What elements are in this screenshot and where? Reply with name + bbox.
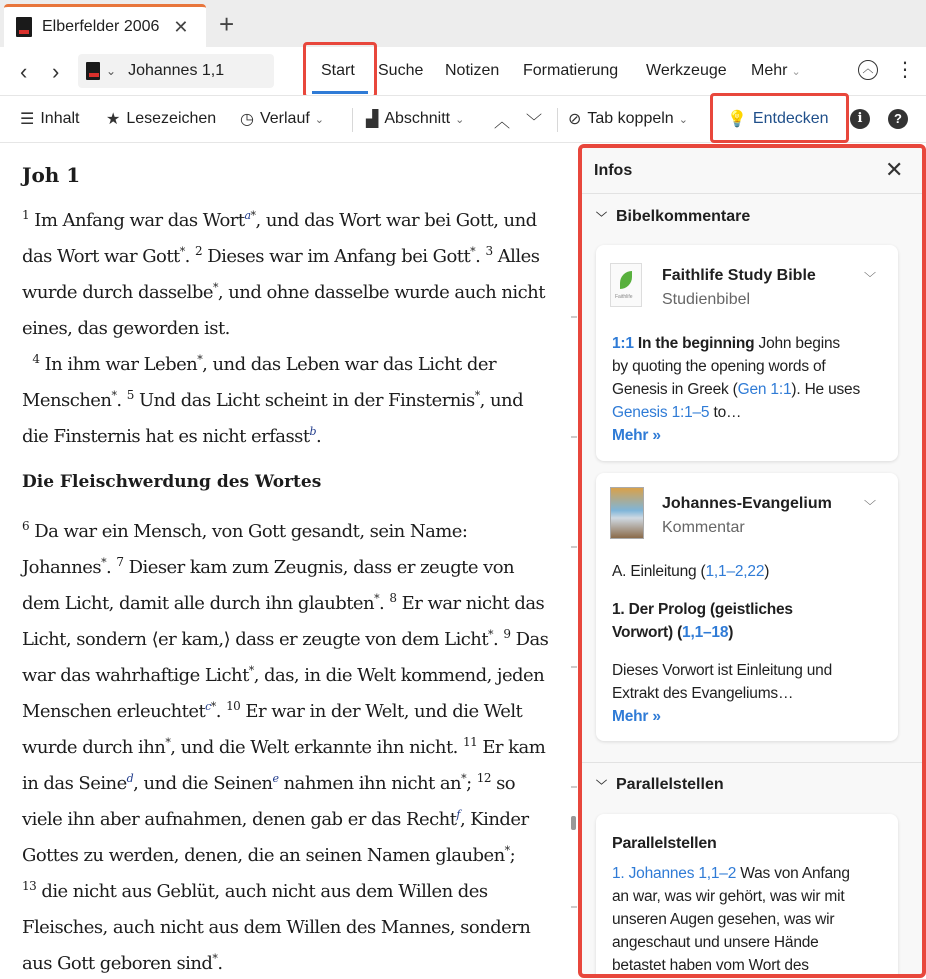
resource-icon[interactable]: [86, 62, 100, 80]
prolog-link[interactable]: 1,1–18: [682, 624, 729, 641]
menu-notizen[interactable]: Notizen: [445, 62, 500, 79]
chevron-down-icon[interactable]: ﹀: [864, 499, 877, 513]
card-title[interactable]: Johannes-Evangelium: [662, 495, 832, 512]
inhalt-label: Inhalt: [40, 110, 80, 127]
highlight-entdecken: [710, 93, 849, 143]
bible-book-icon: [16, 17, 32, 37]
link-icon: ⊘: [568, 111, 582, 128]
chevron-down-icon[interactable]: ⌄: [106, 64, 117, 78]
list-icon: ☰: [20, 111, 35, 128]
card-text: A. Einleitung (1,1–2,22) 1. Der Prolog (geistliches Vorwort) (1,1–18) Dieses Vorwort ist Einleitung und Extrakt des Evangeliums… Mehr »: [612, 560, 886, 728]
highlight-start: [303, 42, 377, 98]
infos-panel: [578, 144, 926, 978]
info-icon[interactable]: i: [850, 109, 870, 129]
commentary-card-johannes[interactable]: [596, 473, 898, 741]
more-options-icon[interactable]: ⋮: [895, 59, 915, 81]
verlauf-label: Verlauf: [259, 110, 310, 127]
lesezeichen-button[interactable]: [106, 109, 216, 129]
bible-text-pane: [22, 143, 570, 979]
book-cover: Faithlife: [610, 263, 642, 307]
entdecken-label: Entdecken: [752, 110, 829, 127]
collapse-up-icon[interactable]: ︿: [858, 60, 878, 80]
toolbar-divider: [557, 108, 558, 132]
card-title[interactable]: Faithlife Study Bible: [662, 267, 816, 284]
back-arrow-icon[interactable]: ‹: [20, 59, 28, 84]
ref-link[interactable]: 1:1: [612, 335, 634, 352]
menu-werkzeuge[interactable]: Werkzeuge: [646, 62, 727, 79]
abschnitt-label: Abschnitt: [384, 110, 451, 127]
reference-input[interactable]: Johannes 1,1: [128, 62, 225, 79]
menu-start[interactable]: Start: [321, 62, 355, 79]
chevron-down-icon: ﹀: [596, 212, 607, 224]
previous-section-icon[interactable]: ︿: [494, 114, 511, 131]
einleitung-link[interactable]: 1,1–2,22: [705, 563, 765, 580]
forward-arrow-icon[interactable]: ›: [52, 59, 60, 84]
lightbulb-icon: 💡: [727, 111, 747, 128]
tab-koppeln-label: Tab koppeln: [587, 110, 674, 127]
signal-icon: ▟: [366, 111, 379, 128]
parallelstellen-label: Parallelstellen: [616, 776, 724, 793]
next-section-icon[interactable]: ﹀: [526, 114, 543, 131]
lesezeichen-label: Lesezeichen: [126, 110, 217, 127]
bibelkommentare-section-toggle[interactable]: [596, 208, 750, 226]
mehr-link[interactable]: Mehr »: [612, 708, 661, 725]
abschnitt-button[interactable]: [366, 109, 464, 129]
scrollbar[interactable]: [571, 146, 577, 976]
menu-mehr-label: Mehr: [751, 62, 788, 79]
bibelkommentare-label: Bibelkommentare: [616, 208, 751, 225]
infos-header: [582, 148, 922, 194]
genesis-link[interactable]: Genesis 1:1–5: [612, 404, 710, 421]
scrollbar-thumb[interactable]: [571, 816, 576, 830]
tab-koppeln-button[interactable]: [568, 109, 688, 129]
card-text: Parallelstellen 1. Johannes 1,1–2 Was von Anfang an war, was wir gehört, was wir mit unseren Augen gesehen, was wir angeschaut und unsere Hände betastet haben vom Wort des: [612, 832, 886, 977]
card-subtitle: Studienbibel: [662, 291, 751, 308]
toolbar-divider: [352, 108, 353, 132]
mehr-link[interactable]: Mehr »: [612, 427, 661, 444]
tab-title: Elberfelder 2006: [42, 18, 160, 35]
menu-mehr[interactable]: [751, 62, 801, 80]
navigation-bar: [0, 47, 926, 95]
book-cover: [610, 487, 644, 539]
chevron-down-icon: ⌄: [678, 113, 688, 126]
parallel-card: [596, 814, 898, 978]
chevron-down-icon: ⌄: [314, 113, 324, 126]
inhalt-button[interactable]: [20, 109, 79, 129]
new-tab-button[interactable]: +: [219, 9, 235, 39]
commentary-card-fsb[interactable]: [596, 245, 898, 461]
parallel-link[interactable]: 1. Johannes 1,1–2: [612, 865, 737, 882]
card-text: 1:1 In the beginning John begins by quoting the opening words of Genesis in Greek (Gen 1:1). He uses Genesis 1:1–5 to… Mehr »: [612, 332, 886, 447]
verlauf-button[interactable]: [240, 109, 324, 129]
leaf-icon: [620, 271, 632, 289]
menu-formatierung[interactable]: Formatierung: [523, 62, 619, 79]
tab-bar: [0, 0, 926, 47]
chevron-down-icon[interactable]: ﹀: [864, 271, 877, 285]
star-icon: ★: [106, 111, 121, 128]
chevron-down-icon: ⌄: [455, 113, 465, 126]
paragraph-1: $^1$ Im Anfang war das Wort$^{a*}$, und das Wort war bei Gott, und das Wort war Gott*. $^2$ Dieses war im Anfang bei Gott*. $^3$ Alles wurde durch dasselbe*, und ohne dasselbe wurde auch nicht eines, das geworden ist. $^4$ In ihm war Leben*, und das Leben war das Licht der Menschen*. $^5$ Und das Licht scheint in der Finsternis*, und die Finsternis hat es nicht erfasst$^b$.: [22, 208, 545, 447]
card-subtitle: Kommentar: [662, 519, 745, 536]
tab-elberfelder[interactable]: [4, 4, 206, 47]
close-icon[interactable]: ✕: [173, 16, 189, 37]
section-heading: Die Fleischwerdung des Wortes: [22, 472, 322, 492]
close-icon[interactable]: ✕: [885, 157, 904, 182]
infos-title: Infos: [594, 162, 633, 179]
help-icon[interactable]: ?: [888, 109, 908, 129]
paragraph-2: $^6$ Da war ein Mensch, von Gott gesandt, sein Name: Johannes*. $^7$ Dieser kam zum Zeugnis, dass er zeugte von dem Licht, damit alle durch ihn glaubten*. $^8$ Er war nicht das Licht, sondern ⟨er kam,⟩ dass er zeugte von dem Licht*. $^9$ Das war das wahrhaftige Licht*, das, in die Welt kommend, jeden Menschen erleuchtet$^{c*}$. $^{10}$ Er war in der Welt, und die Welt wurde durch ihn*, und die Welt erkannte ihn nicht. $^{11}$ Er kam in das Seine$^d$, und die Seinen$^e$ nahmen ihn nicht an*; $^{12}$ so viele ihn aber aufnahmen, denen gab er das Recht$^f$, Kinder Gottes zu werden, denen, die an seinen Namen glauben*; $^{13}$ die nicht aus Geblüt, auch nicht aus dem Willen des Fleisches, auch nicht aus dem Willen des Mannes, sondern aus Gott geboren sind*.: [22, 519, 549, 974]
chevron-down-icon: ⌄: [791, 66, 801, 78]
parallelstellen-section-toggle[interactable]: [596, 776, 724, 794]
menu-suche[interactable]: Suche: [378, 62, 424, 79]
chapter-title: Joh 1: [22, 163, 81, 187]
gen-link[interactable]: Gen 1:1: [737, 381, 792, 398]
chevron-down-icon: ﹀: [596, 780, 607, 792]
reference-box[interactable]: [78, 54, 274, 88]
card-title: Parallelstellen: [612, 835, 717, 852]
history-icon: ◷: [240, 111, 254, 128]
lemma: In the beginning: [637, 335, 755, 352]
